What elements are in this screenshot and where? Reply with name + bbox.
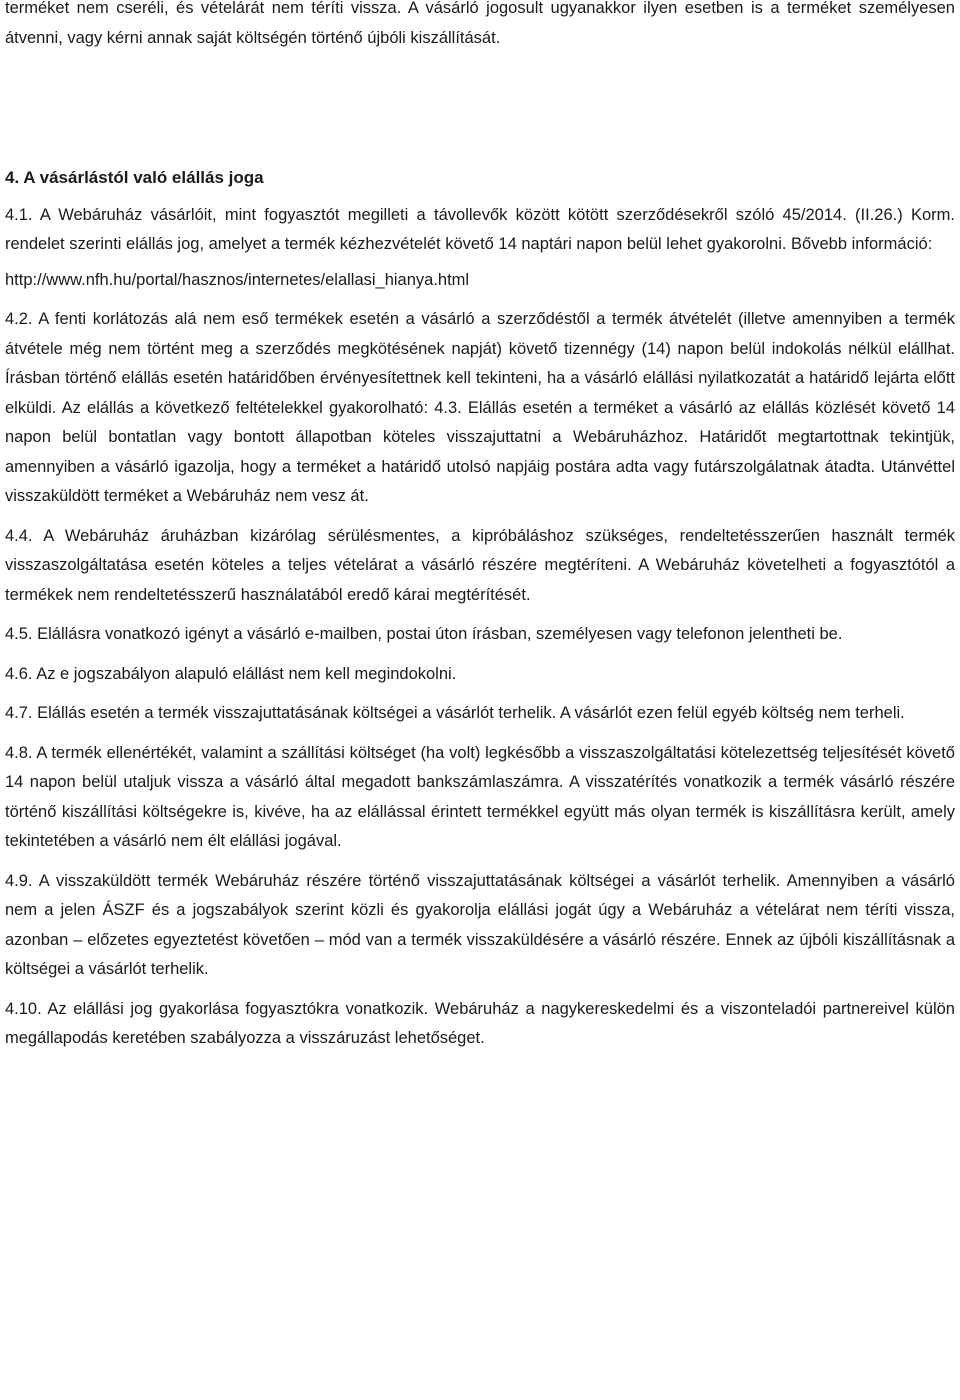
paragraph-4-8: 4.8. A termék ellenértékét, valamint a szállítási költséget (ha volt) legkésőbb a visszaszolgáltatási kötelezettség teljesítését követő 14 napon belül utaljuk vissza a vásárló által megadott bankszámlaszámra. A visszatérítés vonatkozik a termék vásárló részére történő kiszállítási költségekre is, kivéve, ha az elállással érintett termékkel együtt más olyan termék is kiszállításra került, amely tekintetében a vásárló nem élt elállási jogával. (5, 743, 955, 850)
paragraph-4-10: 4.10. Az elállási jog gyakorlása fogyasztókra vonatkozik. Webáruház a nagykereskedelmi és a viszonteladói partnereivel külön megállapodás keretében szabályozza a visszáruzást lehetőséget. (5, 999, 955, 1047)
paragraph-4-1: 4.1. A Webáruház vásárlóit, mint fogyasztót megilleti a távollevők között kötött szerződésekről szóló 45/2014. (II.26.) Korm. rendelet szerinti elállás jog, amelyet a termék kézhezvételét követő 14 naptári napon belül lehet gyakorolni. Bővebb információ: (5, 205, 955, 253)
paragraph-4-4: 4.4. A Webáruház áruházban kizárólag sérülésmentes, a kipróbáláshoz szükséges, rendeltetésszerűen használt termék visszaszolgáltatása esetén köteles a teljes vételárat a vásárló részére megtéríteni. A Webáruház követelheti a fogyasztótól a termékek nem rendeltetésszerű használatából eredő kárai megtérítését. (5, 526, 955, 604)
paragraph-4-9: 4.9. A visszaküldött termék Webáruház részére történő visszajuttatásának költségei a vásárlót terhelik. Amennyiben a vásárló nem a jelen ÁSZF és a jogszabályok szerint közli és gyakorolja elállási jogát úgy a Webáruház a vételárat nem téríti vissza, azonban – előzetes egyeztetést követően – mód van a termék visszaküldésére a vásárló részére. Ennek az újbóli kiszállításnak a költségei a vásárlót terhelik. (5, 871, 955, 978)
info-link[interactable]: http://www.nfh.hu/portal/hasznos/internetes/elallasi_hianya.html (5, 270, 470, 289)
section-heading: 4. A vásárlástól való elállás joga (5, 168, 264, 187)
intro-paragraph: terméket nem cseréli, és vételárát nem téríti vissza. A vásárló jogosult ugyanakkor ilyen esetben is a terméket személyesen átvenni, vagy kérni annak saját költségén történő újbóli kiszállítását. (5, 0, 955, 47)
paragraph-4-6: 4.6. Az e jogszabályon alapuló elállást nem kell megindokolni. (5, 664, 457, 683)
paragraph-4-5: 4.5. Elállásra vonatkozó igényt a vásárló e-mailben, postai úton írásban, személyesen vagy telefonon jelentheti be. (5, 625, 843, 643)
paragraph-4-7: 4.7. Elállás esetén a termék visszajuttatásának költségei a vásárlót terhelik. A vásárlót ezen felül egyéb költség nem terheli. (5, 704, 905, 722)
paragraph-4-2: 4.2. A fenti korlátozás alá nem eső termékek esetén a vásárló a szerződéstől a termék átvételét (illetve amennyiben a termék átvétele még nem történt meg a szerződés megkötésének napját) követő tizennégy (14) napon belül indokolás nélkül elállhat. Írásban történő elállás esetén határidőben érvényesítettnek kell tekinteni, ha a vásárló elállási nyilatkozatát a határidő lejárta előtt elküldi. Az elállás a következő feltételekkel gyakorolható: 4.3. Elállás esetén a terméket a vásárló az elállás közlését követő 14 napon belül bontatlan vagy bontott állapotban köteles visszajuttatni a Webáruházhoz. Határidőt megtartottnak tekintjük, amennyiben a vásárló igazolja, hogy a terméket a határidő utolsó napjáig postára adta vagy futárszolgálatnak átadta. Utánvéttel visszaküldött terméket a Webáruház nem vesz át. (5, 310, 955, 505)
document-page (5, 0, 955, 1054)
